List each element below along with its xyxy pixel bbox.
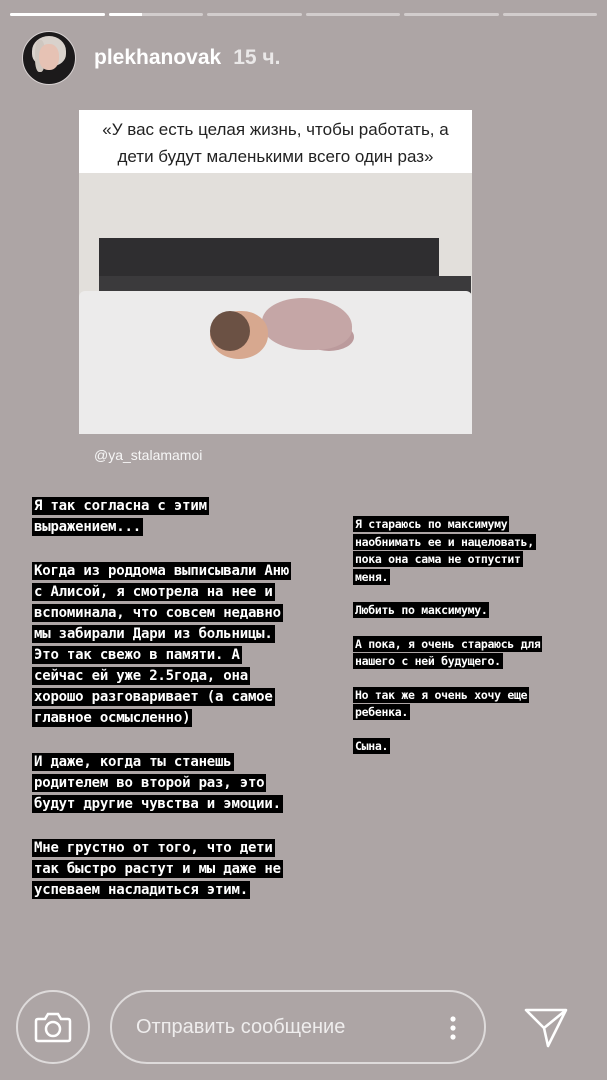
quote-card: [79, 110, 472, 434]
text-paragraph: И даже, когда ты станешь родителем во второй раз, это будут другие чувства и эмоции.: [34, 754, 281, 812]
baby-photo: [79, 173, 472, 434]
quote-text: «У вас есть целая жизнь, чтобы работать, а дети будут маленькими всего один раз»: [102, 120, 449, 166]
message-field[interactable]: [110, 990, 486, 1064]
photo-credit[interactable]: @ya_stalamamoi: [94, 447, 203, 463]
story-progress: [10, 13, 597, 16]
progress-segment: [306, 13, 401, 16]
send-icon[interactable]: [522, 1004, 570, 1050]
progress-segment: [503, 13, 598, 16]
text-paragraph: Когда из роддома выписывали Аню с Алисой, я смотрела на нее и вспоминала, что совсем недавно мы забирали Дари из больницы. Это так свежо в памяти. А сейчас ей уже 2.5года, она хорошо разговаривает (а самое главное осмысленно): [34, 563, 290, 726]
username[interactable]: plekhanovak: [94, 46, 222, 69]
text-paragraph: Я так согласна с этим выражением...: [34, 498, 207, 535]
more-vertical-icon[interactable]: [450, 1016, 456, 1040]
avatar[interactable]: [22, 31, 76, 85]
progress-segment: [207, 13, 302, 16]
story-header: [22, 30, 280, 86]
text-paragraph: Сына.: [355, 738, 389, 753]
camera-icon: [34, 1011, 72, 1043]
text-paragraph: Я стараюсь по максимуму наобнимать ее и нацеловать, пока она сама не отпустит меня.: [355, 517, 534, 584]
camera-button[interactable]: [16, 990, 90, 1064]
progress-segment: [109, 13, 204, 16]
text-paragraph: А пока, я очень стараюсь для нашего с ней будущего.: [355, 636, 541, 668]
text-paragraph: Но так же я очень хочу еще ребенка.: [355, 687, 528, 719]
post-time: 15 ч.: [233, 46, 281, 69]
message-input[interactable]: Отправить сообщение: [136, 1016, 346, 1038]
text-paragraph: Любить по максимуму.: [355, 603, 488, 617]
progress-segment: [10, 13, 105, 16]
progress-segment: [404, 13, 499, 16]
text-paragraph: Мне грустно от того, что дети так быстро растут и мы даже не успеваем насладиться этим.: [34, 840, 281, 898]
story-text-left: [32, 496, 297, 901]
story-text-right: [353, 516, 558, 755]
